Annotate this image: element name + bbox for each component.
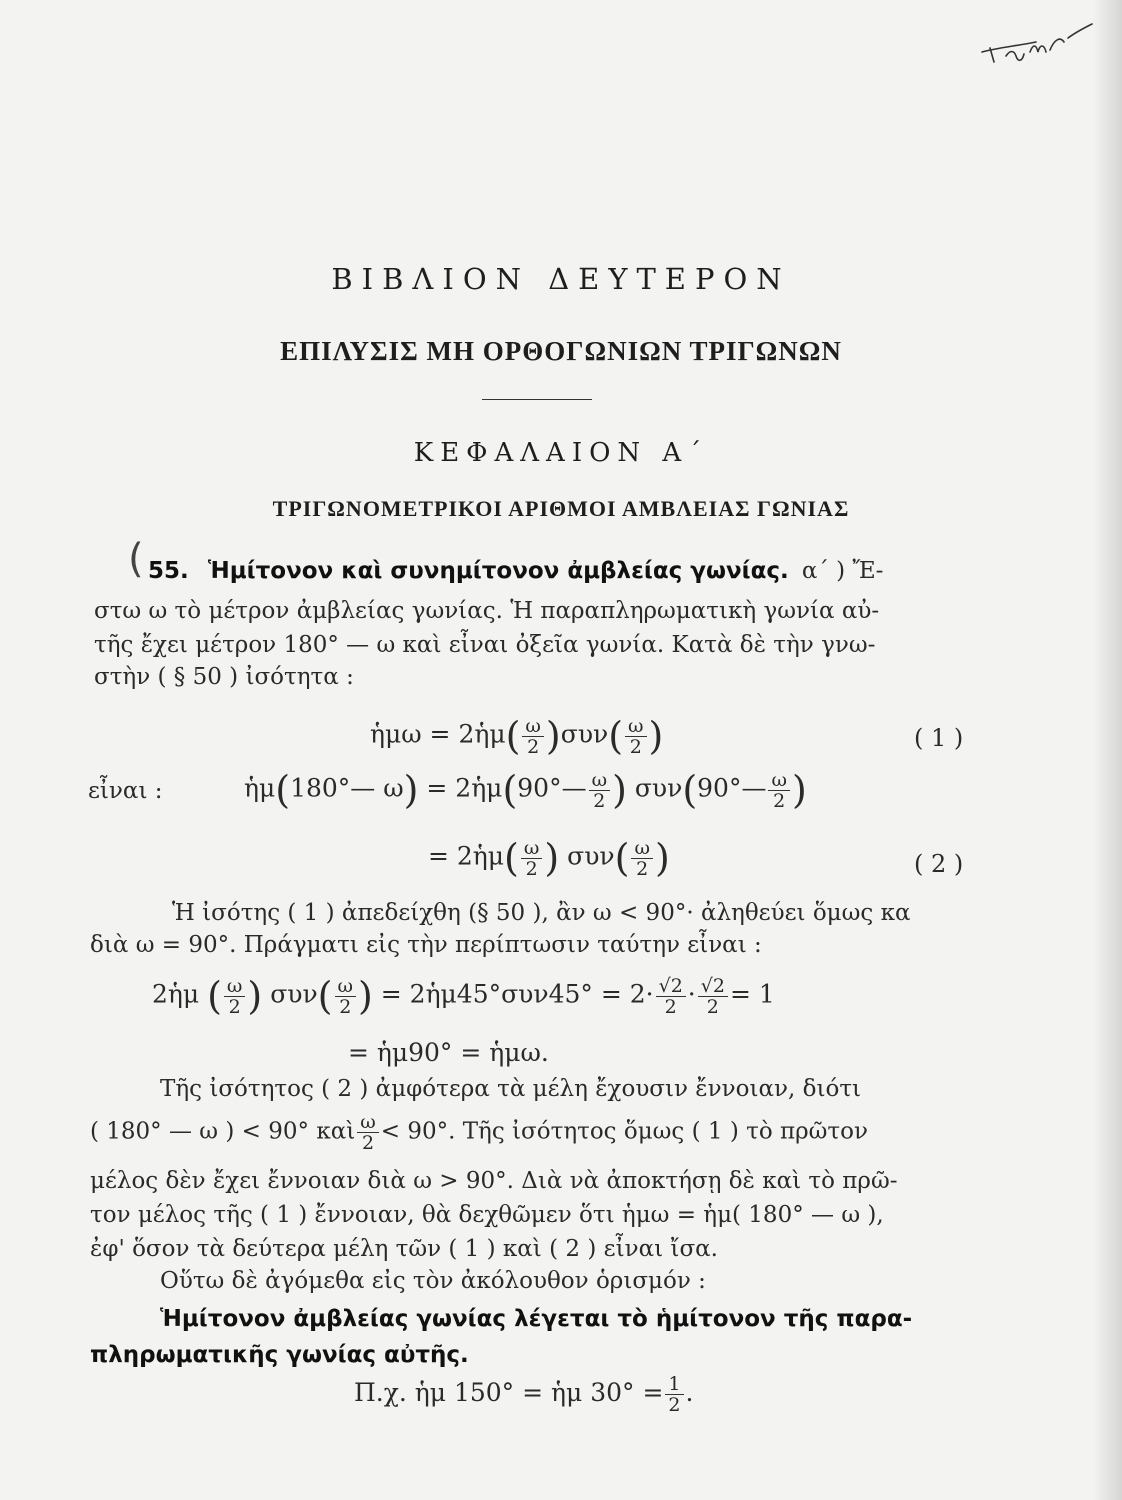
book-title: ΒΙΒΛΙΟΝ ΔΕΥΤΕΡΟΝ [331,262,791,296]
paragraph-line: Οὕτω δὲ ἀγόμεθα εἰς τὸν ἀκόλουθον ὁρισμόν : [160,1268,706,1294]
part-title: ΕΠΙΛΥΣΙΣ ΜΗ ΟΡΘΟΓΩΝΙΩΝ ΤΡΙΓΩΝΩΝ [280,336,842,366]
equation-3-line2: = ἡμ90° = ἡμω. [348,1038,549,1067]
chapter-subtitle: ΤΡΙΓΩΝΟΜΕΤΡΙΚΟΙ ΑΡΙΘΜΟΙ ΑΜΒΛΕΙΑΣ ΓΩΝΙΑΣ [272,496,850,521]
fraction: $\frac{\omega}{2}$ [335,976,357,1017]
paragraph-line: Τῆς ἰσότητος ( 2 ) ἀμφότερα τὰ μέλη ἔχουσιν ἔννοιαν, διότι [160,1076,862,1102]
margin-bracket-mark: ( [128,536,144,582]
eq1-lhs: ἡμω = 2ἡμ [370,719,506,749]
paragraph-line: στὴν ( § 50 ) ἰσότητα : [94,664,354,690]
equation-2b: = 2ἡμ( $\frac{\omega}{2}$ ) συν( $\frac{\omega}{2}$ ) [428,836,670,880]
equation-2a: ἡμ(180°— ω) = 2ἡμ(90°— $\frac{\omega}{2}$ ) συν(90°— $\frac{\omega}{2}$ ) [244,768,807,812]
page-edge-shadow [1092,0,1122,1500]
equation-3: 2ἡμ ( $\frac{\omega}{2}$ ) συν( $\frac{\omega}{2}$ ) = 2ἡμ45°συν45° = 2· $\frac{√2}{2}$ · $\frac{√2}{2}$ = 1 [152,974,775,1018]
einai-label: εἶναι : [88,778,163,804]
example-line: Π.χ. ἡμ 150° = ἡμ 30° = $\frac{1}{2}$ . [354,1373,694,1416]
section-intro-tail: α΄ ) Ἔ- [801,558,884,584]
paragraph-line: μέλος δὲν ἔχει ἔννοιαν διὰ ω > 90°. Διὰ νὰ ἀποκτήσῃ δὲ καὶ τὸ πρῶ- [90,1168,898,1194]
fraction: $\frac{√2}{2}$ [656,976,686,1017]
chapter-title: ΚΕΦΑΛΑΙΟΝ Α΄ [413,438,709,468]
fraction: $\frac{√2}{2}$ [698,976,728,1017]
fraction: $\frac{\omega}{2}$ [625,716,647,757]
paragraph-line: διὰ ω = 90°. Πράγματι εἰς τὴν περίπτωσιν ταύτην εἶναι : [90,932,762,958]
section-heading: Ἡμίτονον καὶ συνημίτονον ἀμβλείας γωνίας. [207,558,789,584]
title-divider [482,399,592,400]
definition-line: πληρωματικῆς γωνίας αὐτῆς. [90,1342,469,1368]
equation-1-label: ( 1 ) [914,724,964,752]
paragraph-line: Ἡ ἰσότης ( 1 ) ἀπεδείχθη (§ 50 ), ἂν ω < 90°· ἀληθεύει ὅμως κα [172,900,911,926]
fraction: $\frac{\omega}{2}$ [357,1112,379,1153]
fraction: $\frac{\omega}{2}$ [589,770,611,811]
equation-1: ἡμω = 2ἡμ( $\frac{\omega}{2}$ )συν( $\frac{\omega}{2}$ ) [370,714,664,758]
handwritten-signature [976,22,1094,72]
section-number: 55. [148,558,189,584]
paragraph-line: στω ω τὸ μέτρον ἀμβλείας γωνίας. Ἡ παραπληρωματικὴ γωνία αὐ- [94,598,880,624]
fraction: $\frac{\omega}{2}$ [768,770,790,811]
fraction: $\frac{\omega}{2}$ [631,838,653,879]
fraction: $\frac{\omega}{2}$ [522,716,544,757]
eq1-cos: συν [560,719,609,749]
definition-line: Ἡμίτονον ἀμβλείας γωνίας λέγεται τὸ ἡμίτονον τῆς παρα- [160,1306,913,1332]
paragraph-line: ( 180° — ω ) < 90° καὶ $\frac{\omega}{2}$ < 90°. Τῆς ἰσότητος ὅμως ( 1 ) τὸ πρῶτον [90,1111,868,1154]
equation-2-label: ( 2 ) [914,850,964,878]
section-heading-line [148,556,883,586]
fraction: $\frac{1}{2}$ [665,1374,683,1415]
fraction: $\frac{\omega}{2}$ [224,976,246,1017]
paragraph-line: τῆς ἔχει μέτρον 180° — ω καὶ εἶναι ὀξεῖα γωνία. Κατὰ δὲ τὴν γνω- [94,632,876,658]
fraction: $\frac{\omega}{2}$ [521,838,543,879]
paragraph-line: τον μέλος τῆς ( 1 ) ἔννοιαν, θὰ δεχθῶμεν ὅτι ἡμω = ἡμ( 180° — ω ), [90,1202,884,1228]
paragraph-line: ἐφ' ὅσον τὰ δεύτερα μέλη τῶν ( 1 ) καὶ ( 2 ) εἶναι ἴσα. [90,1236,718,1262]
